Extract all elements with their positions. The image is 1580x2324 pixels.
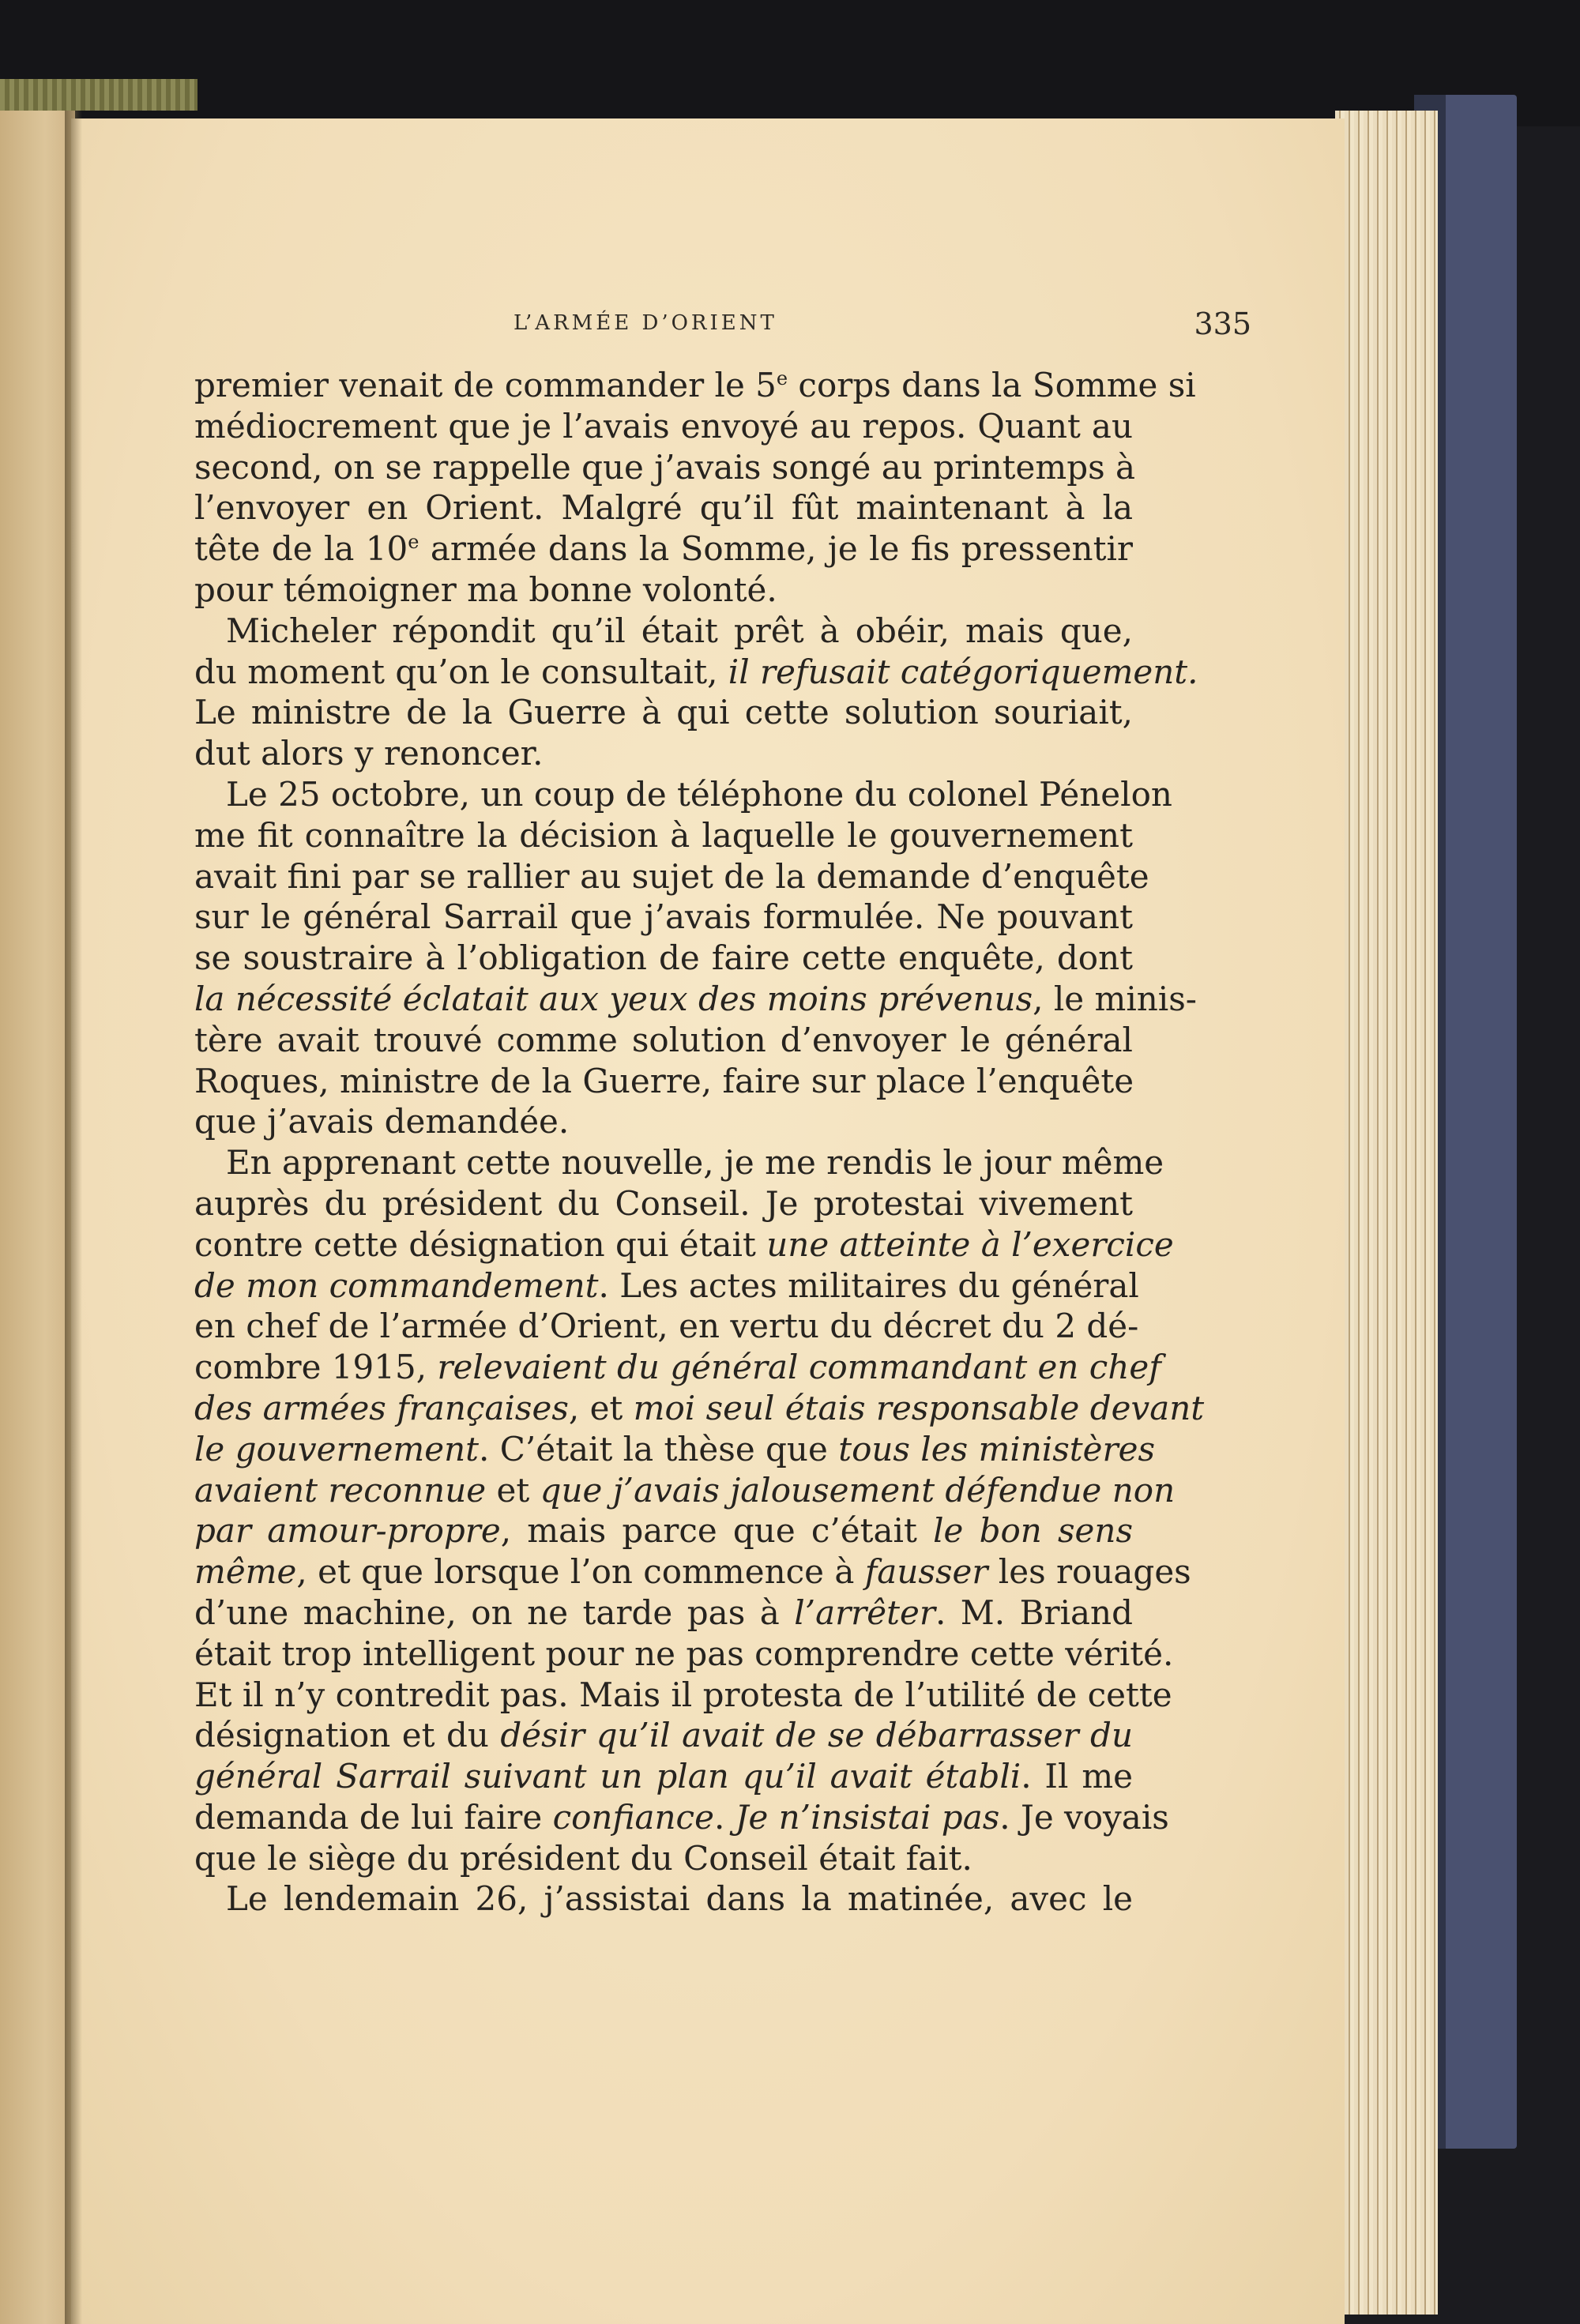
text-line [194, 1429, 1156, 1470]
text-line [194, 1878, 1133, 1920]
text-line [194, 528, 1133, 570]
gutter-shadow [65, 111, 82, 2324]
text-span: En apprenant cette nouvelle, je me rendis le jour même [226, 1143, 1164, 1183]
body-text [194, 365, 1205, 1920]
text-span: tête de la 10 [194, 529, 408, 569]
text-span: premier venait de commander le 5 [194, 366, 777, 404]
text-line [194, 1347, 1161, 1388]
text-line [194, 938, 1133, 979]
text-line [194, 897, 1133, 938]
text-line [194, 1101, 1133, 1142]
text-span: était trop intelligent pour ne pas comprendre cette vérité. [194, 1634, 1174, 1673]
book-spine-cloth [0, 79, 198, 111]
italic-text: Je n’insistai pas [735, 1797, 1000, 1837]
text-line [194, 733, 1133, 774]
text-line [194, 1756, 1133, 1797]
text-span: auprès du président du Conseil. Je protestai vivement [194, 1183, 1133, 1223]
text-line [194, 365, 1196, 406]
text-span: . Je voyais [999, 1797, 1169, 1837]
italic-text: de mon commandement [194, 1265, 599, 1305]
text-span: Le 25 octobre, un coup de téléphone du colonel Pénelon [226, 774, 1172, 814]
text-span: , mais parce que c’était [500, 1511, 934, 1551]
text-span: second, on se rappelle que j’avais songé au printemps à [194, 447, 1136, 487]
text-span: combre 1915, [194, 1348, 438, 1387]
text-line [194, 1510, 1133, 1551]
text-span: et [486, 1470, 540, 1510]
text-span: tère avait trouvé comme solution d’envoyer le général [194, 1020, 1133, 1059]
page-number: 335 [1194, 306, 1251, 341]
italic-text: même [194, 1552, 297, 1592]
text-line [194, 652, 1198, 693]
text-span: Et il n’y contredit pas. Mais il protesta de l’utilité de cette [194, 1675, 1172, 1714]
text-span: se soustraire à l’obligation de faire cette enquête, dont [194, 938, 1133, 978]
text-span: . [713, 1797, 735, 1837]
italic-text: tous les ministères [838, 1429, 1156, 1468]
italic-text: le gouvernement [194, 1429, 480, 1468]
text-span: demanda de lui faire [194, 1797, 553, 1837]
running-head: L’ARMÉE D’ORIENT [514, 311, 777, 335]
italic-text: le bon sens [933, 1511, 1133, 1551]
text-line [194, 1142, 1164, 1183]
text-span: médiocrement que je l’avais envoyé au repos. Quant au [194, 406, 1133, 446]
italic-text: moi seul étais responsable devant [633, 1388, 1205, 1427]
text-line [194, 979, 1197, 1020]
text-span: . M. Briand [935, 1593, 1133, 1632]
text-span: , et [568, 1388, 634, 1427]
italic-text: la nécessité éclatait aux yeux des moins prévenus [194, 979, 1033, 1018]
italic-text: confiance [552, 1797, 714, 1837]
text-span: que j’avais demandée. [194, 1102, 570, 1141]
superscript: e [408, 531, 419, 554]
text-span: dut alors y renoncer. [194, 734, 544, 773]
page-header [514, 306, 1304, 346]
page-stack-edge [1335, 111, 1438, 2315]
text-span: que le siège du président du Conseil était fait. [194, 1838, 972, 1878]
text-line [194, 1061, 1133, 1102]
text-span: me fit connaître la décision à laquelle le gouvernement [194, 815, 1133, 855]
text-line [194, 1470, 1176, 1511]
book-cover-top [0, 0, 1580, 126]
italic-text: désir qu’il avait de se débarrasser du [500, 1716, 1133, 1755]
text-line [194, 1551, 1191, 1593]
italic-text: une atteinte à l’exercice [766, 1224, 1174, 1264]
text-line [194, 447, 1136, 488]
italic-text: par amour-propre [194, 1511, 501, 1551]
text-line [194, 1675, 1172, 1716]
text-line [194, 1306, 1139, 1347]
text-span: armée dans la Somme, je le fis pressentir [419, 529, 1133, 569]
text-span: , et que lorsque l’on commence à [296, 1552, 865, 1592]
text-line [194, 1634, 1174, 1675]
text-span: Micheler répondit qu’il était prêt à obéir, mais que, [226, 611, 1133, 650]
text-span: pour témoigner ma bonne volonté. [194, 570, 777, 609]
italic-text: des armées françaises [194, 1388, 569, 1427]
text-span: Roques, ministre de la Guerre, faire sur place l’enquête [194, 1061, 1134, 1100]
text-span: du moment qu’on le consultait, [194, 652, 728, 691]
text-line [194, 856, 1149, 897]
text-span: désignation et du [194, 1716, 501, 1755]
text-span: d’une machine, on ne tarde pas à [194, 1593, 795, 1632]
text-span: Le lendemain 26, j’assistai dans la matinée, avec le [226, 1879, 1133, 1919]
text-line [194, 774, 1172, 815]
italic-text: fausser [864, 1552, 988, 1592]
text-span: . Il me [1021, 1757, 1133, 1796]
text-line [194, 1224, 1174, 1265]
text-line [194, 1265, 1139, 1307]
text-span: , le minis- [1033, 979, 1197, 1018]
text-line [194, 570, 1133, 611]
italic-text: général Sarrail suivant un plan qu’il avait établi [194, 1757, 1021, 1796]
text-span: Le ministre de la Guerre à qui cette solution souriait, [194, 693, 1133, 732]
italic-text: relevaient du général commandant en chef [437, 1348, 1161, 1387]
left-page-edge [0, 111, 75, 2324]
text-span: contre cette désignation qui était [194, 1224, 767, 1264]
italic-text: avaient reconnue [194, 1470, 487, 1510]
text-line [194, 692, 1133, 733]
italic-text: que j’avais jalousement défendue non [540, 1470, 1176, 1510]
text-span: sur le général Sarrail que j’avais formulée. Ne pouvant [194, 897, 1133, 937]
text-line [194, 815, 1133, 856]
text-span: . C’était la thèse que [479, 1429, 839, 1468]
text-span: en chef de l’armée d’Orient, en vertu du décret du 2 dé- [194, 1307, 1139, 1346]
text-line [194, 1797, 1169, 1838]
italic-text: il refusait catégoriquement. [728, 652, 1198, 691]
text-span: . Les actes militaires du général [598, 1265, 1139, 1305]
superscript: e [776, 367, 788, 389]
text-line [194, 406, 1133, 447]
text-span: avait fini par se rallier au sujet de la demande d’enquête [194, 856, 1149, 896]
text-span: l’envoyer en Orient. Malgré qu’il fût maintenant à la [194, 488, 1133, 528]
text-line [194, 1388, 1205, 1429]
text-span: corps dans la Somme si [788, 366, 1196, 404]
text-line [194, 1838, 1133, 1879]
text-span: les rouages [988, 1552, 1191, 1592]
text-line [194, 1715, 1133, 1756]
text-line [194, 1020, 1133, 1061]
text-line [194, 1593, 1133, 1634]
text-line [194, 487, 1133, 528]
text-line [194, 611, 1133, 652]
text-line [194, 1183, 1133, 1224]
italic-text: l’arrêter [794, 1593, 935, 1632]
